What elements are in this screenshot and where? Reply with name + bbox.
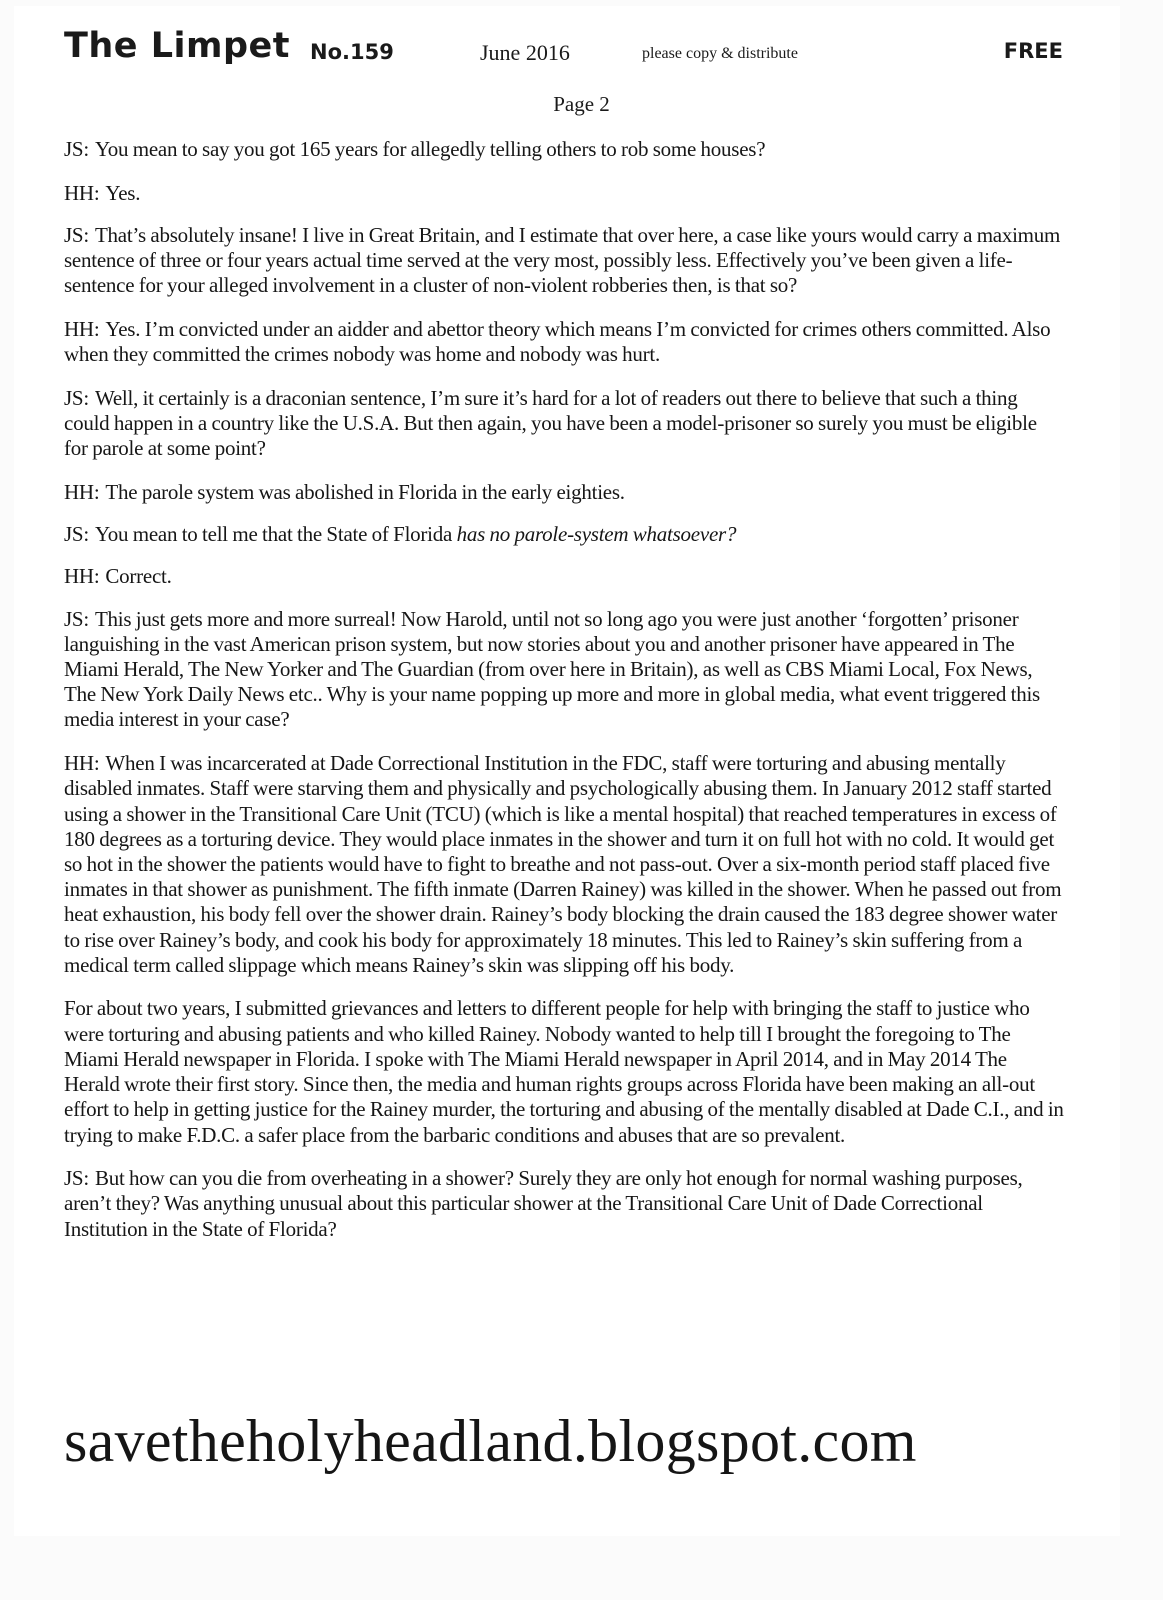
emphasized-text: has no parole-system whatsoever? [456,522,737,547]
paragraph-text: Yes. I’m convicted under an aidder and abettor theory which means I’m convicted for crimes others committed. Also when they committed the crimes nobody was home and nobody was hurt. [64,317,1051,367]
paragraph-text: When I was incarcerated at Dade Correctional Institution in the FDC, staff were torturing and abusing mentally disabled inmates. Staff were starving them and physically and psychologically abusing them. In January 2012 staff started using a shower in the Transitional Care Unit (TCU) (which is like a mental hospital) that reached temperatures in excess of 180 degrees as a torturing device. They would place inmates in the shower and turn it on full hot with no cold. It would get so hot in the shower the patients would have to fight to breathe and not pass-out. Over a six-month period staff placed five inmates in that shower as punishment. The fifth inmate (Darren Rainey) was killed in the shower. When he passed out from heat exhaustion, his body fell over the shower drain. Rainey’s body blocking the drain caused the 183 degree shower water to rise over Rainey’s body, and cook his body for approximately 18 minutes. This led to Rainey’s skin suffering from a medical term called slippage which means Rainey’s skin was slipping off his body. [64,751,1062,977]
speaker-label: JS: [64,137,89,161]
paragraph-text: Yes. [105,180,141,205]
paragraph-text: This just gets more and more surreal! Now Harold, until not so long ago you were just another ‘forgotten’ prisoner languishing in the vast American prison system, but now stories about you and another prisoner have appeared in The Miami Herald, The New Yorker and The Guardian (from over here in Britain), as well as CBS Miami Local, Fox News, The New York Daily News etc.. Why is your name popping up more and more in global media, what event triggered this media interest in your case? [64,606,1040,732]
price-label: FREE [1003,39,1063,63]
blog-url: savetheholyheadland.blogspot.com [64,1408,917,1474]
speaker-label: JS: [64,1166,89,1191]
paragraph [64,386,1064,462]
page-number: Page 2 [553,92,610,116]
paragraph [64,522,1064,547]
paragraph-text: Correct. [105,564,172,589]
speaker-label: HH: [64,317,100,342]
issue-date: June 2016 [480,40,570,65]
speaker-label: HH: [64,480,100,505]
paragraph [64,480,1064,505]
paragraph [64,751,1064,978]
speaker-label: JS: [64,222,89,247]
masthead [64,26,1064,76]
paragraph [64,607,1064,733]
speaker-label: JS: [64,522,89,547]
speaker-label: HH: [64,751,100,776]
paragraph-text: For about two years, I submitted grievances and letters to different people for help with bringing the staff to justice who were torturing and abusing patients and who killed Rainey. Nobody wanted to help till I brought the foregoing to The Miami Herald newspaper in Florida. I spoke with The Miami Herald newspaper in April 2014, and in May 2014 The Herald wrote their first story. Since then, the media and human rights groups across Florida have been making an all-out effort to help in getting justice for the Rainey murder, the torturing and abusing of the mentally disabled at Dade C.I., and in trying to make F.D.C. a safer place from the barbaric conditions and abuses that are so prevalent. [64,996,1064,1147]
speaker-label: JS: [64,385,89,410]
paragraph-text: That’s absolutely insane! I live in Great Britain, and I estimate that over here, a case like yours would carry a maximum sentence of three or four years actual time served at the very most, possibly less. Effectively you’ve been given a life-sentence for your alleged involvement in a cluster of non-violent robberies then, is that so? [64,222,1061,298]
paragraph [64,181,1064,206]
paragraph [64,564,1064,589]
issue-number: No.159 [310,40,394,64]
newsletter-title: The Limpet [64,26,291,66]
paragraph-text: You mean to say you got 165 years for allegedly telling others to rob some houses? [94,137,766,161]
paragraph [64,317,1064,367]
paragraph [64,996,1064,1147]
interview-article [64,137,1064,1260]
paragraph-text: You mean to tell me that the State of Florida [94,522,457,547]
speaker-label: HH: [64,180,100,205]
paragraph [64,1166,1064,1242]
paragraph-text: But how can you die from overheating in a shower? Surely they are only hot enough for normal washing purposes, aren’t they? Was anything unusual about this particular shower at the Transitional Care Unit of Dade Correctional Institution in the State of Florida? [64,1166,1023,1241]
paragraph [64,137,1064,162]
paragraph [64,223,1064,299]
paragraph-text: The parole system was abolished in Florida in the early eighties. [105,480,625,505]
paragraph-text: Well, it certainly is a draconian sentence, I’m sure it’s hard for a lot of readers out there to believe that such a thing could happen in a country like the U.S.A. But then again, you have been a model-prisoner so surely you must be eligible for parole at some point? [64,385,1037,461]
distribution-note: please copy & distribute [642,45,798,62]
speaker-label: HH: [64,564,100,589]
speaker-label: JS: [64,606,89,631]
